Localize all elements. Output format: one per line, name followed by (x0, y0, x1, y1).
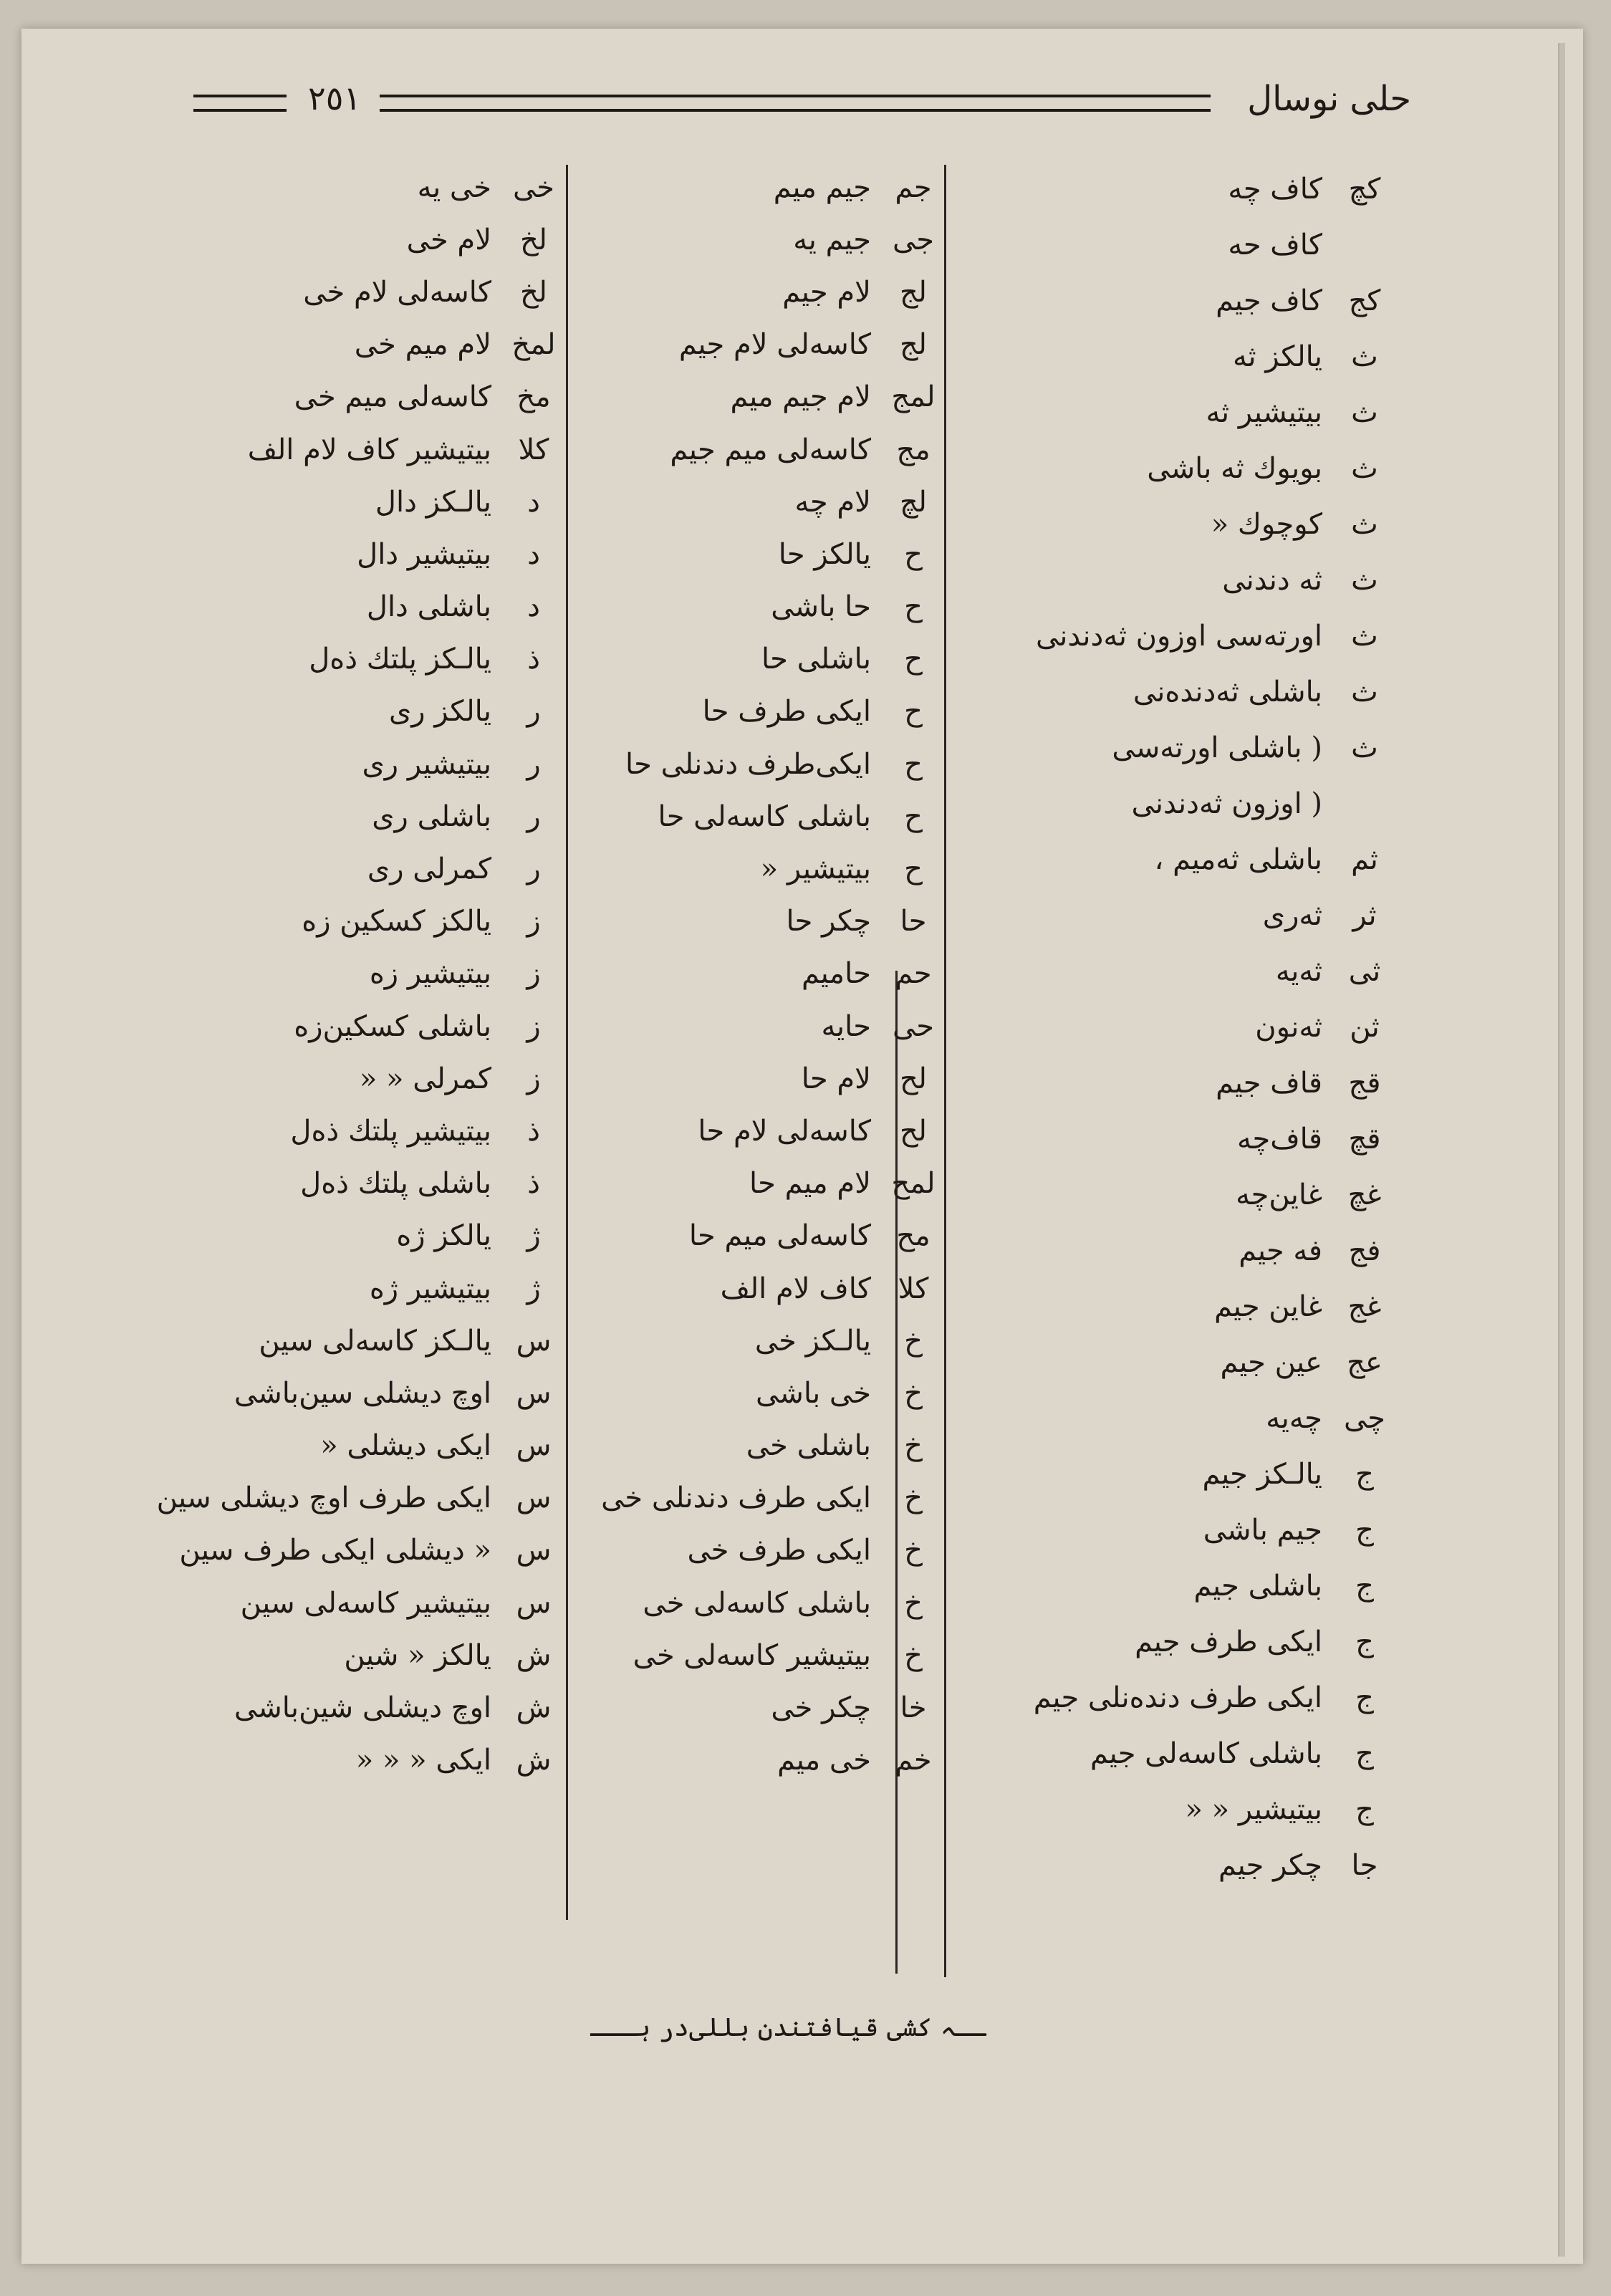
list-item (953, 1502, 1397, 1558)
list-item (953, 1055, 1397, 1111)
list-item (129, 1158, 566, 1210)
ligature-symbol: ز (526, 1062, 541, 1095)
list-item (129, 1000, 566, 1052)
ligature-symbol: ثم (1351, 843, 1378, 876)
ligature-symbol: ح (904, 852, 923, 886)
page-number: ٢٥١ (308, 79, 362, 117)
ligature-symbol: خی (512, 170, 555, 204)
ligature-symbol: لخ (519, 275, 547, 309)
list-item (953, 385, 1397, 441)
list-item (129, 1524, 566, 1577)
list-item (573, 842, 946, 895)
ligature-symbol: ث (1351, 452, 1378, 485)
ligature-symbol: س (516, 1534, 552, 1567)
list-item (953, 552, 1397, 608)
ligature-symbol: ث (1351, 340, 1378, 373)
ligature-name: ( باشلی اورته‌سی (1112, 731, 1322, 764)
list-item (129, 1629, 566, 1681)
list-item (129, 738, 566, 790)
ligature-symbol: جی (892, 223, 935, 256)
ligature-symbol: لچ (899, 485, 927, 519)
ligature-name: کاف حه (1228, 229, 1322, 261)
ligature-name: ایکی طرف جیم (1135, 1625, 1322, 1658)
list-item (953, 1558, 1397, 1614)
list-item (953, 1167, 1397, 1223)
ligature-name: بیتیشیر کاف لام الف (247, 433, 491, 466)
ligature-symbol: خ (904, 1586, 923, 1620)
ligature-symbol: لح (899, 1062, 927, 1095)
list-item (129, 1262, 566, 1315)
ligature-name: بیتیشیر پلتك ذه‌ل (290, 1114, 491, 1148)
ligature-symbol: ر (526, 747, 541, 781)
ligature-name: یالکز « شین (344, 1638, 491, 1672)
ligature-name: بیتیشیر کاسه‌لی سین (240, 1586, 491, 1620)
column-divider (566, 165, 568, 1920)
ligature-symbol: چی (1343, 1402, 1386, 1435)
column-middle (573, 161, 946, 1787)
ligature-name: کمرلی « « (359, 1062, 491, 1095)
ligature-name: بیتیشیر ری (362, 747, 491, 781)
ligature-symbol: د (527, 590, 540, 624)
list-item (573, 948, 946, 1000)
list-item (129, 1052, 566, 1105)
ligature-symbol: مح (896, 1219, 930, 1253)
ligature-symbol: کچ (1348, 173, 1381, 206)
list-item (573, 1734, 946, 1787)
list-item (573, 319, 946, 371)
ligature-symbol: ذ (527, 1167, 540, 1201)
ligature-symbol: ثی (1348, 955, 1381, 988)
list-item (953, 1446, 1397, 1502)
ligature-symbol: قج (1348, 1067, 1381, 1100)
list-item (573, 633, 946, 686)
ligature-symbol: حی (892, 1009, 935, 1043)
ligature-symbol: ج (1355, 1570, 1374, 1603)
ligature-name: ( اوزون ثه‌دندنی (1131, 787, 1322, 820)
list-item (573, 371, 946, 423)
list-item (129, 1734, 566, 1787)
ligature-name: لام حا (801, 1062, 871, 1095)
ligature-symbol: ث (1351, 508, 1378, 541)
ligature-symbol: ح (904, 643, 923, 676)
ligature-name: ثه دندنی (1222, 564, 1322, 597)
ligature-symbol: غچ (1347, 1178, 1382, 1211)
list-item (573, 1262, 946, 1315)
list-item (953, 441, 1397, 496)
list-item (953, 217, 1397, 273)
list-item (573, 686, 946, 738)
ligature-name: کاسه‌لی میم جیم (670, 433, 871, 466)
ligature-name: باشلی ری (372, 799, 491, 833)
ligature-name: کاف چه (1228, 173, 1322, 206)
list-item (953, 496, 1397, 552)
list-item (129, 528, 566, 580)
list-item (573, 1524, 946, 1577)
ligature-symbol: س (516, 1429, 552, 1463)
ligature-name: یالکز ژه (396, 1219, 491, 1253)
ligature-name: لام جیم میم (730, 380, 871, 414)
ligature-name: بویوك ثه باشی (1147, 452, 1322, 485)
list-item (953, 832, 1397, 888)
list-item (573, 1629, 946, 1681)
ligature-symbol: ث (1351, 676, 1378, 709)
ligature-symbol: س (516, 1376, 552, 1410)
ligature-name: قاف جیم (1216, 1067, 1322, 1100)
ligature-symbol: خ (904, 1638, 923, 1672)
ligature-name: بیتیشیر ژه (369, 1272, 491, 1305)
ligature-name: ثه‌یه (1275, 955, 1322, 988)
list-item (573, 790, 946, 842)
ligature-symbol: ر (526, 799, 541, 833)
list-item (573, 213, 946, 266)
list-item (953, 776, 1397, 832)
ligature-symbol: ژ (526, 1272, 541, 1305)
list-item (573, 423, 946, 476)
ligature-symbol: کلا (518, 433, 549, 466)
ligature-symbol: ث (1351, 731, 1378, 764)
ligature-name: خی یه (417, 170, 491, 204)
ligature-symbol: س (516, 1586, 552, 1620)
ligature-name: یالـکز دال (375, 485, 491, 519)
ligature-name: ایکی دیشلی « (320, 1429, 491, 1463)
header-rule (380, 95, 1211, 112)
ligature-name: بیتیشیر « « (1185, 1793, 1322, 1826)
ligature-name: باشلی دال (366, 590, 491, 624)
list-item (129, 1315, 566, 1367)
ligature-name: باشلی پلتك ذه‌ل (300, 1167, 491, 1201)
ligature-symbol: ش (516, 1744, 552, 1777)
ligature-symbol: حا (900, 905, 927, 938)
list-item (953, 999, 1397, 1055)
ligature-symbol: غج (1347, 1290, 1382, 1323)
ligature-name: بیتیشیر زه (369, 957, 491, 991)
list-item (953, 1614, 1397, 1670)
ligature-name: یالکز ری (388, 695, 491, 729)
ligature-symbol: ج (1355, 1625, 1374, 1658)
ligature-name: کاسه‌لی لام خی (303, 275, 491, 309)
ligature-symbol: ز (526, 957, 541, 991)
ligature-name: غاین‌چه (1236, 1178, 1322, 1211)
ligature-name: کاسه‌لی میم خی (294, 380, 491, 414)
list-item (573, 161, 946, 213)
ligature-name: یالـکز پلتك ذه‌ل (309, 643, 491, 676)
ligature-symbol: خ (904, 1376, 923, 1410)
list-item (573, 1052, 946, 1105)
ligature-symbol: د (527, 537, 540, 571)
list-item (953, 1111, 1397, 1167)
ligature-name: « دیشلی ایکی طرف سین (179, 1534, 491, 1567)
ligature-name: چکر حا (786, 905, 871, 938)
ligature-symbol: خ (904, 1429, 923, 1463)
ligature-name: کاف لام الف (720, 1272, 871, 1305)
ligature-symbol: ح (904, 590, 923, 624)
ligature-symbol: ح (904, 695, 923, 729)
list-item (129, 266, 566, 318)
list-item (953, 888, 1397, 943)
ligature-name: کمرلی ری (367, 852, 491, 886)
ligature-symbol: لمح (891, 1167, 936, 1201)
list-item (129, 895, 566, 948)
ligature-name: ایکی طرف حا (702, 695, 871, 729)
list-item (573, 895, 946, 948)
list-item (953, 329, 1397, 385)
ligature-name: ثه‌ری (1262, 899, 1322, 932)
ligature-name: فه جیم (1239, 1234, 1322, 1267)
list-item (129, 213, 566, 266)
ligature-symbol: لج (899, 328, 927, 362)
list-item (953, 1279, 1397, 1335)
list-item (573, 1367, 946, 1419)
ligature-symbol: ح (904, 537, 923, 571)
ligature-symbol: ح (904, 747, 923, 781)
list-item (129, 1472, 566, 1524)
ligature-symbol: ح (904, 799, 923, 833)
list-item (129, 686, 566, 738)
ligature-name: چکر خی (771, 1691, 871, 1725)
list-item (129, 371, 566, 423)
list-item (953, 1335, 1397, 1390)
list-item (129, 790, 566, 842)
ligature-name: قاف‌چه (1237, 1123, 1322, 1156)
ligature-name: حامیم (801, 957, 871, 991)
ligature-name: بیتیشیر ثه (1206, 396, 1322, 429)
ligature-symbol: ر (526, 695, 541, 729)
list-item (953, 1838, 1397, 1893)
ligature-name: جیم باشی (1203, 1514, 1322, 1547)
ligature-name: بیتیشیر « (760, 852, 871, 886)
list-item (953, 608, 1397, 664)
ligature-symbol: ج (1355, 1737, 1374, 1770)
ligature-name: لام میم خی (354, 328, 491, 362)
ligature-name: یالـکز کاسه‌لی سین (259, 1324, 491, 1358)
ligature-name: یالکز حا (778, 537, 871, 571)
list-item (953, 720, 1397, 776)
list-item (129, 1105, 566, 1157)
list-item (573, 528, 946, 580)
ligature-symbol: فج (1348, 1234, 1381, 1267)
ligature-symbol: د (527, 485, 540, 519)
ligature-name: یالکز ثه (1233, 340, 1322, 373)
ligature-name: خی باشی (756, 1376, 871, 1410)
ligature-name: لام خی (406, 223, 491, 256)
ligature-name: یالکز کسکین زه (302, 905, 491, 938)
ligature-name: چه‌یه (1266, 1402, 1322, 1435)
header-rule-short (193, 95, 287, 112)
list-item (573, 476, 946, 528)
ligature-symbol: جم (895, 170, 932, 204)
ligature-symbol: لمج (891, 380, 936, 414)
ligature-name: غاین جیم (1214, 1290, 1322, 1323)
ligature-symbol: ژ (526, 1219, 541, 1253)
list-item (129, 1577, 566, 1629)
ligature-name: ایکی طرف دندنلی خی (601, 1481, 871, 1515)
ligature-name: باشلی کاسه‌لی خی (643, 1586, 871, 1620)
list-item (953, 1670, 1397, 1726)
ligature-name: باشلی کاسه‌لی حا (658, 799, 871, 833)
list-item (573, 581, 946, 633)
list-item (129, 1367, 566, 1419)
ligature-symbol: ث (1351, 564, 1378, 597)
ligature-symbol: ثن (1350, 1011, 1380, 1044)
ligature-name: باشلی کسکین‌زه (294, 1009, 491, 1043)
ligature-symbol: ز (526, 905, 541, 938)
list-item (573, 1210, 946, 1262)
ligature-name: باشلی جیم (1193, 1570, 1322, 1603)
ligature-symbol: کج (1348, 284, 1381, 317)
list-item (129, 581, 566, 633)
ligature-name: یالـکز خی (754, 1324, 871, 1358)
list-item (573, 1105, 946, 1157)
ligature-name: اوچ دیشلی سین‌باشی (234, 1376, 491, 1410)
ligature-symbol: ج (1355, 1793, 1374, 1826)
list-item (129, 423, 566, 476)
list-item (129, 633, 566, 686)
ligature-name: کاسه‌لی لام حا (698, 1114, 871, 1148)
ligature-symbol: ج (1355, 1458, 1374, 1491)
ligature-name: حایه (821, 1009, 871, 1043)
ligature-symbol: ث (1351, 620, 1378, 653)
ligature-name: ایکی « « « (355, 1744, 491, 1777)
footer-note (530, 2013, 1046, 2042)
list-item (129, 161, 566, 213)
ligature-symbol: ذ (527, 1114, 540, 1148)
list-item (953, 1782, 1397, 1838)
ligature-symbol: ج (1355, 1681, 1374, 1714)
ligature-symbol: لح (899, 1114, 927, 1148)
list-item (953, 1223, 1397, 1279)
ligature-name: کاسه‌لی میم حا (688, 1219, 871, 1253)
ligature-name: ایکی طرف خی (687, 1534, 871, 1567)
page-title: حلی نوسال (1247, 79, 1411, 119)
list-item (573, 1420, 946, 1472)
ligature-symbol: خ (904, 1534, 923, 1567)
ligature-symbol: حم (895, 957, 932, 991)
list-item (573, 738, 946, 790)
list-item (953, 161, 1397, 217)
ligature-symbol: مج (896, 433, 930, 466)
ligature-symbol: قچ (1348, 1123, 1381, 1156)
list-item (129, 1681, 566, 1734)
ligature-name: خی میم (777, 1744, 871, 1777)
ligature-symbol: خم (895, 1744, 932, 1777)
ligature-symbol: س (516, 1324, 552, 1358)
ligature-symbol: س (516, 1481, 552, 1515)
list-item (129, 842, 566, 895)
ligature-symbol: ش (516, 1638, 552, 1672)
ligature-name: جیم یه (793, 223, 871, 256)
ligature-name: باشلی خی (746, 1429, 871, 1463)
ligature-name: باشلی ثه‌دنده‌نی (1132, 676, 1322, 709)
column-left (129, 161, 566, 1787)
list-item (573, 1681, 946, 1734)
column-right (953, 161, 1397, 1893)
ligature-name: اورته‌سی اوزون ثه‌دندنی (1035, 620, 1322, 653)
ligature-name: لام چه (794, 485, 871, 519)
ligature-symbol: لج (899, 275, 927, 309)
ligature-name: باشلی ثه‌میم ، (1154, 843, 1322, 876)
footer-ornament: ہـــ (590, 2013, 651, 2042)
ligature-symbol: جا (1351, 1849, 1378, 1882)
ligature-symbol: لمخ (511, 328, 556, 362)
ligature-symbol: ز (526, 1009, 541, 1043)
ligature-name: کاف جیم (1216, 284, 1322, 317)
ligature-name: کاسه‌لی لام جیم (678, 328, 871, 362)
list-item (573, 1472, 946, 1524)
list-item (573, 266, 946, 318)
ligature-name: کوچوك « (1211, 508, 1322, 541)
ligature-name: بیتیشیر دال (357, 537, 491, 571)
ligature-symbol: ث (1351, 396, 1378, 429)
list-item (573, 1158, 946, 1210)
ligature-name: لام جیم (782, 275, 871, 309)
ligature-name: ایکی طرف اوچ دیشلی سین (156, 1481, 491, 1515)
list-item (953, 1726, 1397, 1782)
list-item (953, 664, 1397, 720)
ligature-name: باشلی حا (761, 643, 871, 676)
ligature-name: باشلی کاسه‌لی جیم (1090, 1737, 1322, 1770)
list-item (573, 1000, 946, 1052)
ligature-symbol: ذ (527, 643, 540, 676)
list-item (129, 319, 566, 371)
list-item (129, 476, 566, 528)
ligature-name: ایکی‌طرف دندنلی حا (625, 747, 871, 781)
ligature-name: حا باشی (771, 590, 871, 624)
ligature-name: یالـکز جیم (1202, 1458, 1322, 1491)
ligature-name: اوچ دیشلی شین‌باشی (234, 1691, 491, 1725)
list-item (573, 1577, 946, 1629)
ligature-symbol: کلا (898, 1272, 929, 1305)
list-item (129, 1420, 566, 1472)
list-item (129, 1210, 566, 1262)
list-item (953, 273, 1397, 329)
page-header (193, 79, 1411, 136)
footer-text: کشی قیافتندن بللی‌در (658, 2013, 933, 2042)
ligature-symbol: عج (1347, 1346, 1382, 1379)
ligature-symbol: خا (900, 1691, 927, 1725)
ligature-symbol: ثر (1352, 899, 1377, 932)
list-item (953, 943, 1397, 999)
ligature-name: جیم میم (773, 170, 871, 204)
list-item (953, 1390, 1397, 1446)
ligature-name: چکر جیم (1218, 1849, 1322, 1882)
ligature-name: بیتیشیر کاسه‌لی خی (633, 1638, 871, 1672)
ligature-name: عین جیم (1220, 1346, 1322, 1379)
ligature-symbol: خ (904, 1481, 923, 1515)
list-item (573, 1315, 946, 1367)
list-item (129, 948, 566, 1000)
ligature-symbol: ش (516, 1691, 552, 1725)
ligature-symbol: ج (1355, 1514, 1374, 1547)
ligature-symbol: خ (904, 1324, 923, 1358)
ligature-name: لام میم حا (749, 1167, 871, 1201)
ligature-name: ثه‌نون (1255, 1011, 1322, 1044)
footer-ornament: ــہ (940, 2013, 986, 2042)
ligature-name: ایکی طرف دنده‌نلی جیم (1033, 1681, 1322, 1714)
ligature-symbol: لخ (519, 223, 547, 256)
ligature-symbol: مخ (516, 380, 551, 414)
ligature-symbol: ر (526, 852, 541, 886)
binding-edge (1558, 43, 1565, 2257)
